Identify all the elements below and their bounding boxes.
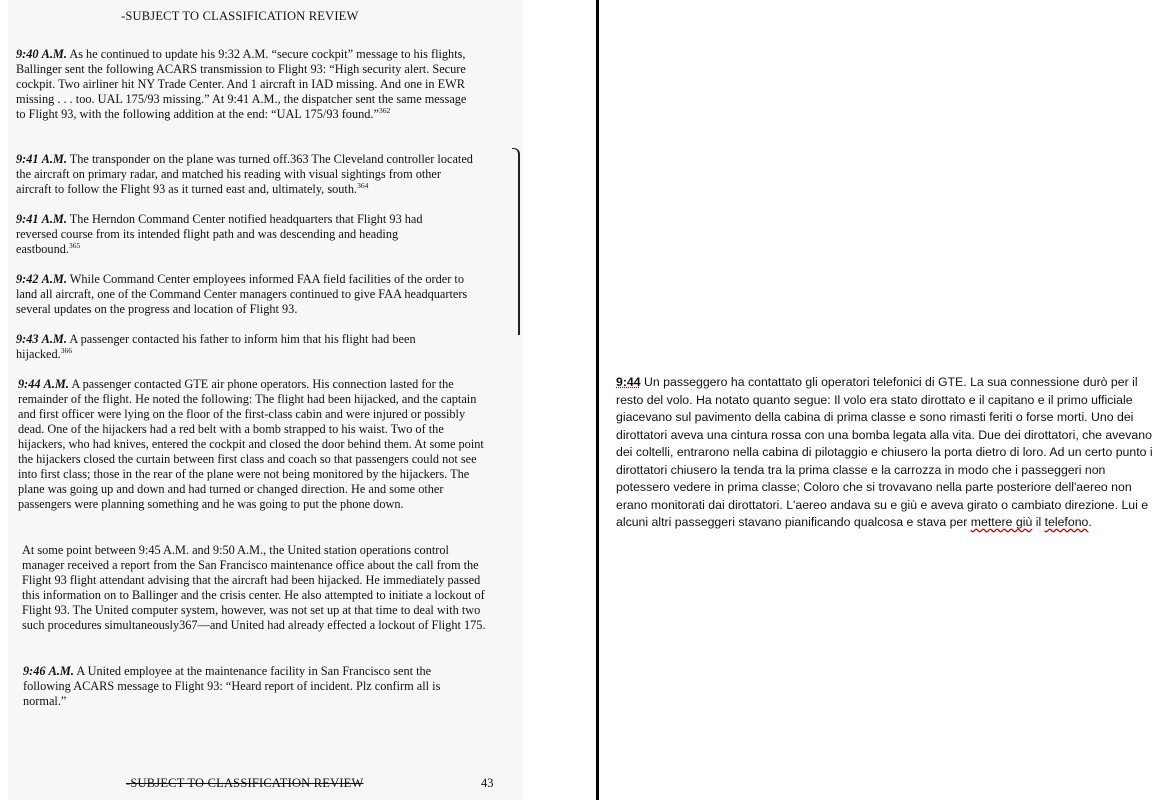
entry-time: 9:41 A.M.	[16, 212, 67, 226]
translation-time: 9:44	[616, 375, 641, 389]
page-number: 43	[481, 776, 494, 790]
entry-text: The transponder on the plane was turned off.363 The Cleveland controller located the aircraft on primary radar, and matched his reading with visual sightings from other aircraft to follow the Flight 93 as it turned east and, ultimately, south.	[16, 152, 473, 196]
translation-end: .	[1088, 515, 1092, 529]
entry-text: The Herndon Command Center notified headquarters that Flight 93 had reversed course from its intended flight path and was descending and heading eastbound.	[16, 212, 423, 256]
margin-bracket-mark	[512, 148, 520, 335]
entry-0945-0950	[22, 543, 490, 633]
entry-time: 9:42 A.M.	[16, 272, 67, 286]
page-divider	[596, 0, 599, 800]
entry-0944	[18, 377, 490, 512]
entry-text: A passenger contacted GTE air phone operators. His connection lasted for the remainder of the flight. He noted the following: The flight had been hijacked, and the captain and first officer were lying on the floor of the first-class cabin and were injured or possibly dead. One of the hijackers had a red belt with a bomb strapped to his waist. Two of the hijackers, who had knives, entered the cockpit and closed the door behind them. At some point the hijackers closed the curtain between first class and coach so that passengers could not see into first class; those in the rear of the plane were not being monitored by the hijackers. The plane was going up and down and had turned or changed direction. He and some other passengers were planning something and he was going to put the phone down.	[18, 377, 484, 511]
classification-footer: -SUBJECT TO CLASSIFICATION REVIEW	[126, 776, 364, 790]
entry-text: As he continued to update his 9:32 A.M. “secure cockpit” message to his flights, Ballinger sent the following ACARS transmission to Flight 93: “High security alert. Secure cockpit. Two airliner hit NY Trade Center. And 1 aircraft in IAD missing. And one in EWR missing . . . too. UAL 175/93 missing.” At 9:41 A.M., the dispatcher sent the same message to Flight 93, with the following addition at the end: “UAL 175/93 found.”	[16, 47, 467, 121]
entry-text: A passenger contacted his father to inform him that his flight had been hijacked.	[16, 332, 416, 361]
entry-text: A United employee at the maintenance facility in San Francisco sent the following ACARS message to Flight 93: “Heard report of incident. Plz confirm all is normal.”	[23, 664, 441, 708]
entry-0940	[16, 47, 478, 122]
entry-time: 9:44 A.M.	[18, 377, 69, 391]
entry-text: At some point between 9:45 A.M. and 9:50 A.M., the United station operations control manager received a report from the San Francisco maintenance office about the call from the Flight 93 flight attendant advising that the aircraft had been hijacked. He immediately passed this information on to Ballinger and the crisis center. He also attempted to initiate a lockout of Flight 93. The United computer system, however, was not set up at that time to deal with two such procedures simultaneously367—and United had already effected a lockout of Flight 175.	[22, 543, 486, 632]
entry-0941-transponder	[16, 152, 478, 197]
translation-text: Un passeggero ha contattato gli operatori telefonici di GTE. La sua connessione durò per il resto del volo. Ha notato quanto segue: Il volo era stato dirottato e il capitano e il primo ufficiale giacevano sul pavimento della cabina di prima classe e sono rimasti feriti o forse morti. Uno dei dirottatori aveva una cintura rossa con una bomba legata alla vita. Due dei dirottatori, che avevano dei coltelli, entrarono nella cabina di pilotaggio e chiusero la porta dietro di loro. Ad un certo punto i dirottatori chiusero la tenda tra la prima classe e la carrozza in modo che i passeggeri non potessero vedere in prima classe; Coloro che si trovavano nella parte posteriore dell'aereo non erano monitorati dai dirottatori. L'aereo andava su e giù e aveva girato o cambiato direzione. Lui e alcuni altri passeggeri stavano pianificando qualcosa e stava per	[616, 375, 1153, 529]
footnote-ref: 364	[357, 180, 369, 190]
spellcheck-flag-2: telefono	[1044, 515, 1089, 529]
entry-time: 9:43 A.M.	[16, 332, 67, 346]
entry-text: While Command Center employees informed FAA field facilities of the order to land all aircraft, one of the Command Center managers continued to give FAA headquarters several updates on the progress and location of Flight 93.	[16, 272, 468, 316]
footnote-ref: 362	[378, 105, 391, 115]
translation-middle: il	[1032, 515, 1045, 529]
entry-0942	[16, 272, 478, 317]
italian-translation[interactable]	[616, 374, 1158, 532]
classification-header: -SUBJECT TO CLASSIFICATION REVIEW	[121, 9, 359, 23]
entry-0943	[16, 332, 456, 362]
entry-0946	[23, 664, 463, 709]
footnote-ref: 366	[60, 345, 72, 355]
entry-time: 9:40 A.M.	[16, 47, 67, 61]
entry-time: 9:41 A.M.	[16, 152, 67, 166]
entry-0941-herndon	[16, 212, 448, 257]
entry-time: 9:46 A.M.	[23, 664, 74, 678]
spellcheck-flag-1: mettere giù	[970, 515, 1033, 529]
footnote-ref: 365	[68, 240, 81, 250]
